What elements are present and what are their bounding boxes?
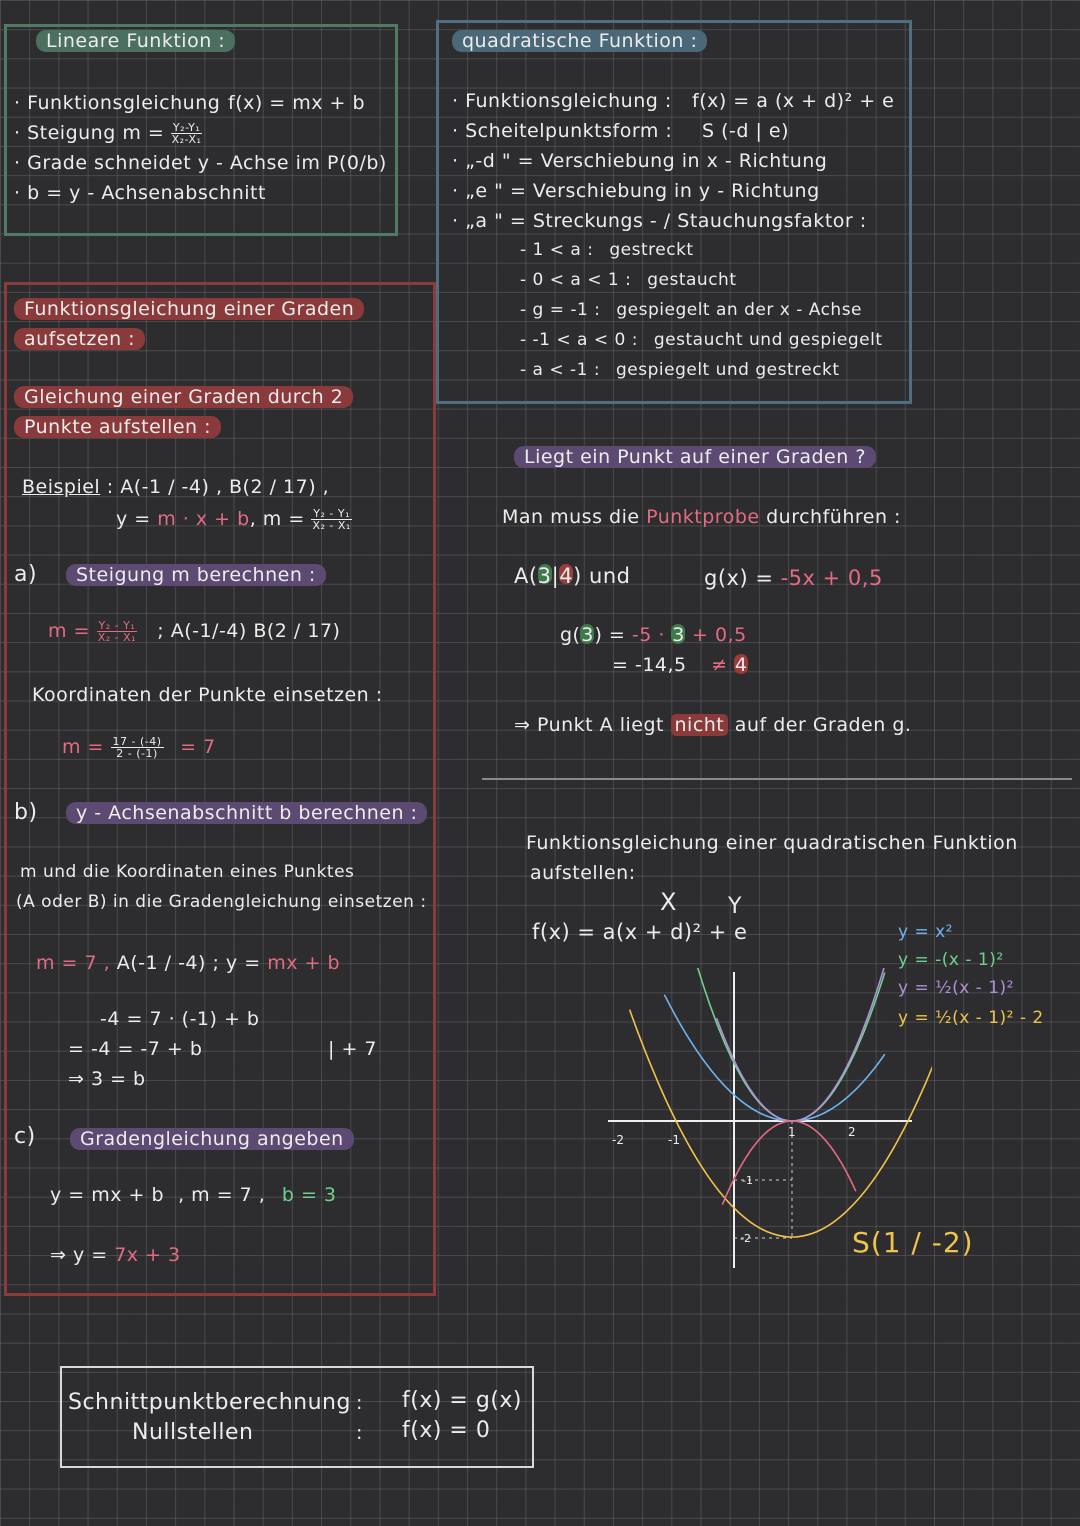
legend-half: y = ½(x - 1)² <box>898 978 1014 998</box>
quadratic-title: quadratische Funktion : <box>452 30 707 52</box>
tick-y-minus1: -1 <box>742 1174 753 1187</box>
quad-line2a: · Scheitelpunktsform : <box>452 120 673 142</box>
nullstellen-eq: f(x) = 0 <box>402 1418 491 1443</box>
quadfn-title1: Funktionsgleichung einer quadratischen Funktion <box>526 832 1018 854</box>
nullstellen-colon: : <box>356 1422 363 1444</box>
part-b-title: y - Achsenabschnitt b berechnen : <box>66 802 427 824</box>
gerade-subheading-1: Gleichung einer Graden durch 2 <box>14 386 353 408</box>
linear-line2: · Steigung m = $\frac{\text{Y₂-Y₁}}{\text{X₂-X₁}}$ <box>14 121 202 146</box>
punkt-calc2: = -14,5 ≠ 4 <box>612 654 748 676</box>
tick-x-minus1: -1 <box>668 1133 680 1147</box>
part-a-title: Steigung m berechnen : <box>66 564 326 586</box>
part-b-text1: m und die Koordinaten eines Punktes <box>20 862 355 882</box>
quad-line3: · „-d " = Verschiebung in x - Richtung <box>452 150 828 172</box>
schnitt-eq: f(x) = g(x) <box>402 1388 523 1413</box>
quadfn-title2: aufstellen: <box>530 862 636 884</box>
quadfn-formula: f(x) = a(x + d)² + e <box>532 920 748 944</box>
quad-line1b: f(x) = a (x + d)² + e <box>692 90 895 112</box>
part-b-label: b) <box>14 800 38 825</box>
eq-step1: -4 = 7 · (-1) + b <box>100 1008 260 1030</box>
quad-line2b: S (-d | e) <box>702 120 790 142</box>
punkt-function: g(x) = -5x + 0,5 <box>704 566 883 590</box>
gerade-subheading-2: Punkte aufstellen : <box>14 416 221 438</box>
quad-case5: - a < -1 : gespiegelt und gestreckt <box>520 360 840 380</box>
part-b-text2: (A oder B) in die Gradengleichung einsetzen : <box>16 892 427 912</box>
quadfn-y-mark: Y <box>728 894 742 919</box>
vertex-label: S(1 / -2) <box>852 1226 974 1259</box>
quad-case3: - g = -1 : gespiegelt an der x - Achse <box>520 300 863 320</box>
part-b-values: m = 7 , A(-1 / -4) ; y = mx + b <box>36 952 340 974</box>
gerade-heading-1: Funktionsgleichung einer Graden <box>14 298 364 320</box>
quad-line4: · „e " = Verschiebung in y - Richtung <box>452 180 820 202</box>
eq-step2: = -4 = -7 + b <box>68 1038 203 1060</box>
beispiel-equation: y = m · x + b, m = $\frac{\text{Y₂ - Y₁}}{\text{X₂ - X₁}}$ <box>116 507 351 532</box>
punkt-point: A(3|4) und <box>514 564 631 588</box>
gerade-heading-2: aufsetzen : <box>14 328 145 350</box>
tick-x-minus2: -2 <box>612 1133 624 1147</box>
part-c-label: c) <box>14 1124 36 1149</box>
linear-line1: · Funktionsgleichung <box>14 92 221 114</box>
punkt-title: Liegt ein Punkt auf einer Graden ? <box>514 446 876 468</box>
part-c-line1: y = mx + b , m = 7 , b = 3 <box>50 1184 337 1206</box>
part-c-title: Gradengleichung angeben <box>70 1128 354 1150</box>
punkt-calc1: g(3) = -5 · 3 + 0,5 <box>560 624 747 646</box>
schnitt-label: Schnittpunktberechnung <box>68 1390 351 1415</box>
part-a-formula: m = $\frac{\text{Y₂ - Y₁}}{\text{X₂ - X₁}}$ ; A(-1/-4) B(2 / 17) <box>48 619 341 644</box>
punkt-intro: Man muss die Punktprobe durchführen : <box>502 506 901 528</box>
eq-step3: ⇒ 3 = b <box>68 1068 146 1090</box>
koordinaten-text: Koordinaten der Punkte einsetzen : <box>32 684 383 706</box>
beispiel-line: Beispiel : A(-1 / -4) , B(2 / 17) , <box>22 476 330 498</box>
linear-line4: · b = y - Achsenabschnitt <box>14 182 266 204</box>
legend-x2: y = x² <box>898 922 953 942</box>
quad-case1: - 1 < a : gestreckt <box>520 240 694 260</box>
slope-calc: m = $\frac{17 - (-4)}{2 - (-1)}$ = 7 <box>62 735 216 760</box>
tick-y-minus2: -2 <box>740 1232 751 1245</box>
tick-x-1: 1 <box>788 1125 796 1139</box>
part-c-result: ⇒ y = 7x + 3 <box>50 1244 181 1266</box>
part-a-label: a) <box>14 562 38 587</box>
quad-case2: - 0 < a < 1 : gestaucht <box>520 270 737 290</box>
linear-title: Lineare Funktion : <box>36 30 235 52</box>
punkt-result: ⇒ Punkt A liegt nicht auf der Graden g. <box>514 714 912 736</box>
tick-x-2: 2 <box>848 1125 856 1139</box>
linear-line3: · Grade schneidet y - Achse im P(0/b) <box>14 152 387 174</box>
schnitt-colon: : <box>356 1392 363 1414</box>
quadfn-x-mark: X <box>660 888 677 916</box>
curve-neg-shift <box>682 968 885 1121</box>
eq-step2-op: | + 7 <box>328 1038 377 1060</box>
legend-half-shift: y = ½(x - 1)² - 2 <box>898 1008 1044 1028</box>
linear-formula: f(x) = mx + b <box>228 92 366 114</box>
legend-neg: y = -(x - 1)² <box>898 950 1004 970</box>
nullstellen-label: Nullstellen <box>132 1420 254 1445</box>
quad-line1a: · Funktionsgleichung : <box>452 90 672 112</box>
quad-line5: · „a " = Streckungs - / Stauchungsfaktor : <box>452 210 867 232</box>
quad-case4: - -1 < a < 0 : gestaucht und gespiegelt <box>520 330 883 350</box>
schnitt-box <box>60 1366 534 1468</box>
section-divider <box>482 778 1072 780</box>
